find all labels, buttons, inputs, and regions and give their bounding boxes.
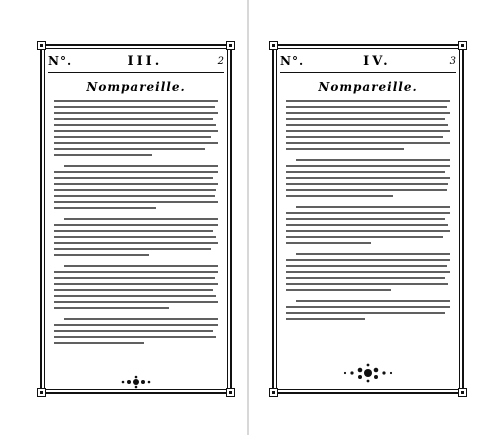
body-text-block: [286, 100, 450, 324]
page-number: 3: [449, 55, 456, 67]
page-header: [280, 50, 456, 73]
corner-ornament: [269, 41, 278, 50]
page-number: 2: [217, 55, 224, 67]
corner-ornament: [37, 41, 46, 50]
floral-ornament-icon: [116, 374, 156, 390]
issue-number-label: N°.: [280, 54, 305, 68]
page-header: [48, 50, 224, 73]
corner-ornament: [226, 388, 235, 397]
body-text-block: [54, 100, 218, 348]
page-title: Nompareille.: [86, 80, 186, 94]
corner-ornament: [458, 388, 467, 397]
issue-roman-numeral: III.: [127, 53, 163, 69]
issue-number-label: N°.: [48, 54, 73, 68]
corner-ornament: [226, 41, 235, 50]
left-page: [40, 44, 232, 394]
page-title: Nompareille.: [318, 80, 418, 94]
book-spine: [247, 0, 249, 435]
corner-ornament: [37, 388, 46, 397]
floral-ornament-icon: [340, 362, 396, 384]
right-page: [272, 44, 464, 394]
corner-ornament: [269, 388, 278, 397]
corner-ornament: [458, 41, 467, 50]
issue-roman-numeral: IV.: [363, 53, 391, 69]
